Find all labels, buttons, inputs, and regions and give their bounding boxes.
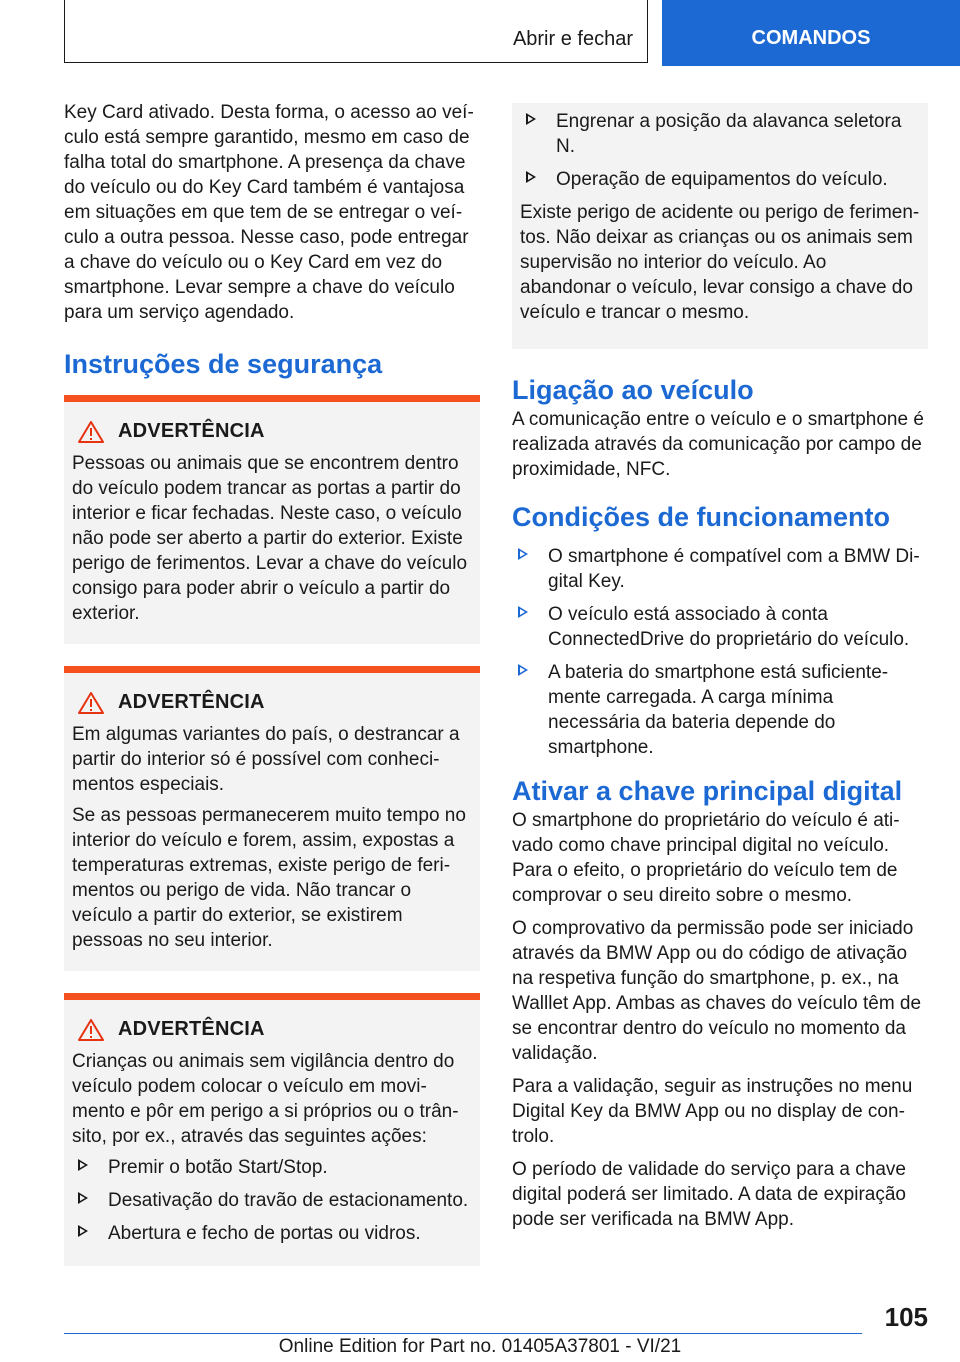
warning-title: ADVERTÊNCIA [118, 1018, 265, 1040]
warning-box-1 [64, 395, 480, 644]
list-item [512, 602, 928, 652]
section-title: Abrir e fechar [512, 28, 633, 50]
warning-triangle-icon [78, 692, 104, 714]
list-item [72, 1221, 472, 1246]
activate-paragraph: O período de validade do serviço para a chave digital poderá ser limitado. A data de expiração pode ser verificada na BMW App. [512, 1159, 906, 1230]
activate-heading: Ativar a chave principal digital [512, 776, 903, 806]
warning-text: Existe perigo de acidente ou perigo de ferimentos. Não deixar as crianças ou os animais sem supervisão no interior do veículo. Ao abandonar o veículo, levar consigo a chave do veículo e trancar o mesmo. [520, 202, 920, 323]
bullet-triangle-icon [518, 664, 528, 676]
warning-text: Crianças ou animais sem vigilância dentro do veículo podem colocar o veículo em movimento e pôr em perigo a si próprios ou o trânsito, por ex., através das seguintes ações: [72, 1051, 459, 1147]
safety-heading: Instruções de segurança [64, 349, 383, 379]
list-item-text: A bateria do smartphone está suficientemente carregada. A carga mínima necessária da bateria depende do smartphone. [548, 662, 889, 758]
warning-title: ADVERTÊNCIA [118, 691, 265, 713]
warning-box-2 [64, 666, 480, 971]
right-column [512, 103, 928, 1240]
warning-title: ADVERTÊNCIA [118, 420, 265, 442]
list-item [512, 544, 928, 594]
bullet-triangle-icon [518, 548, 528, 560]
list-item-text: Premir o botão Start/Stop. [108, 1157, 328, 1178]
connection-heading: Ligação ao veículo [512, 375, 754, 405]
bullet-triangle-icon [78, 1159, 88, 1171]
warning-header [72, 420, 472, 443]
page-number: 105 [884, 1302, 928, 1332]
activate-paragraph: O smartphone do proprietário do veículo é ativado como chave principal digital no veículo. Para o efeito, o proprietário do veículo tem de comprovar o seu direito sobre o mesmo. [512, 810, 900, 906]
bullet-triangle-icon [526, 171, 536, 183]
warning-header [72, 1018, 472, 1041]
activate-paragraph: Para a validação, seguir as instruções no menu Digital Key da BMW App ou no display de controlo. [512, 1076, 913, 1147]
page-header [0, 0, 960, 66]
list-item [72, 1155, 472, 1180]
section-tab [64, 0, 648, 63]
left-column [64, 100, 480, 1266]
warning-triangle-icon [78, 421, 104, 443]
conditions-list [512, 544, 928, 760]
activate-paragraph: O comprovativo da permissão pode ser iniciado através da BMW App ou do código de ativação na respetiva função do smartphone, p. ex., na Walllet App. Ambas as chaves do veículo têm de se encontrar dentro do veículo no momento da validação. [512, 918, 922, 1064]
footer-edition: Online Edition for Part no. 01405A37801 - VI/21 [278, 1336, 682, 1357]
warning-text: Se as pessoas permanecerem muito tempo no interior do veículo e forem, assim, expostas a temperaturas extremas, existe perigo de ferimentos ou perigo de vida. Não trancar o veículo a partir do exterior, se existirem pessoas no seu interior. [72, 805, 466, 951]
list-item-text: Engrenar a posição da alavanca seletora N. [556, 111, 902, 157]
footer-divider [64, 1333, 862, 1334]
list-item-text: O smartphone é compatível com a BMW Digital Key. [548, 546, 920, 592]
list-item-text: Operação de equipamentos do veículo. [556, 169, 888, 190]
bullet-triangle-icon [518, 606, 528, 618]
list-item-text: Abertura e fecho de portas ou vidros. [108, 1223, 421, 1244]
list-item [520, 109, 920, 159]
list-item [512, 660, 928, 760]
bullet-triangle-icon [78, 1192, 88, 1204]
chapter-tab: COMANDOS [662, 0, 960, 66]
warning-triangle-icon [78, 1019, 104, 1041]
warning-action-list [520, 109, 920, 192]
warning-box-3 [64, 993, 480, 1266]
list-item-text: Desativação do travão de estacionamento. [108, 1190, 469, 1211]
intro-paragraph: Key Card ativado. Desta forma, o acesso ao veículo está sempre garantido, mesmo em caso de falha total do smartphone. A presença da chave do veículo ou do Key Card também é vantajosa em situações em que tem de se entregar o veículo a outra pessoa. Nesse caso, pode entregar a chave do veículo ou o Key Card em vez do smartphone. Levar sempre a chave do veículo para um serviço agendado. [64, 102, 474, 323]
bullet-triangle-icon [78, 1225, 88, 1237]
list-item [520, 167, 920, 192]
warning-box-continued [512, 103, 928, 349]
warning-text: Pessoas ou animais que se encontrem dentro do veículo podem trancar as portas a partir do interior e ficar fechadas. Neste caso, o veículo não pode ser aberto a partir do exterior. Existe perigo de ferimentos. Levar a chave do veículo consigo para poder abrir o veículo a partir do exterior. [72, 453, 468, 624]
warning-text: Em algumas variantes do país, o destrancar a partir do interior só é possível com conhecimentos especiais. [72, 724, 460, 795]
conditions-heading: Condições de funcionamento [512, 502, 891, 532]
bullet-triangle-icon [526, 113, 536, 125]
list-item [72, 1188, 472, 1213]
connection-paragraph: A comunicação entre o veículo e o smartphone é realizada através da comunicação por campo de proximidade, NFC. [512, 409, 924, 480]
warning-header [72, 691, 472, 714]
list-item-text: O veículo está associado à conta ConnectedDrive do proprietário do veículo. [548, 604, 910, 650]
warning-action-list [72, 1155, 472, 1246]
